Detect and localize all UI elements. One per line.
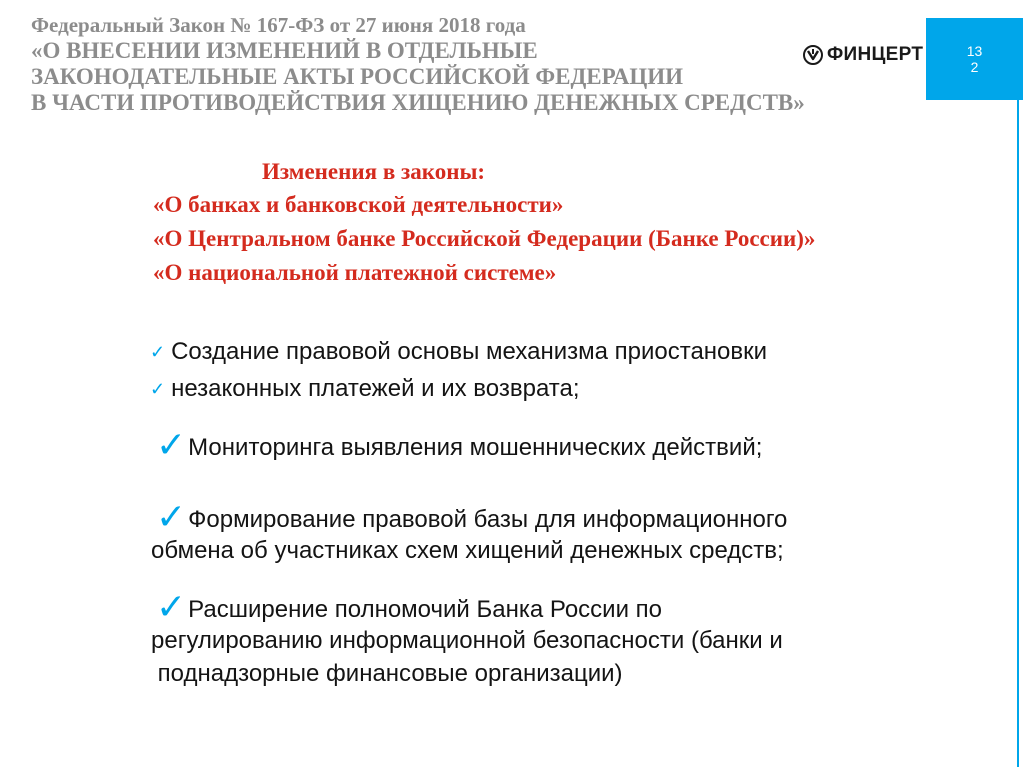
bullet-text-continuation: поднадзорные финансовые организации): [151, 660, 623, 687]
title-line-3: ЗАКОНОДАТЕЛЬНЫЕ АКТЫ РОССИЙСКОЙ ФЕДЕРАЦИИ: [31, 64, 684, 89]
title-line-2: «О ВНЕСЕНИИ ИЗМЕНЕНИЙ В ОТДЕЛЬНЫЕ: [31, 38, 538, 63]
page-number-line-1: 13: [966, 43, 983, 59]
bullet-item: [156, 586, 663, 627]
bullet-text: Создание правовой основы механизма приостановки: [171, 338, 768, 365]
bullet-item: [150, 336, 767, 369]
laws-heading: Изменения в законы:: [262, 159, 486, 184]
slide-title: [31, 12, 924, 116]
bullet-item: [156, 496, 788, 537]
check-icon: ✓: [156, 496, 187, 537]
bullet-item: [156, 424, 763, 465]
check-icon: ✓: [156, 424, 187, 465]
bullet-text: Расширение полномочий Банка России по: [188, 596, 663, 623]
bullet-text-continuation: регулированию информационной безопасности (банки и: [151, 627, 783, 654]
law-item: «О банках и банковской деятельности»: [153, 192, 564, 217]
bullet-text: незаконных платежей и их возврата;: [171, 375, 580, 402]
law-item: «О Центральном банке Российской Федерации (Банке России)»: [153, 226, 816, 251]
logo-text: ФИНЦЕРТ: [827, 44, 924, 65]
fincert-logo: [803, 44, 923, 66]
bullet-text-continuation: обмена об участниках схем хищений денежных средств;: [151, 537, 784, 564]
bullet-text: Мониторинга выявления мошеннических действий;: [188, 434, 763, 461]
page-number-line-2: 2: [970, 59, 979, 75]
check-icon: ✓: [156, 586, 187, 627]
right-accent-rule: [1017, 100, 1019, 767]
check-icon: ✓: [150, 342, 166, 362]
fincert-logo-icon: [803, 45, 823, 65]
title-line-4: В ЧАСТИ ПРОТИВОДЕЙСТВИЯ ХИЩЕНИЮ ДЕНЕЖНЫХ СРЕДСТВ»: [31, 90, 805, 115]
law-item: «О национальной платежной системе»: [153, 260, 557, 285]
page-number-badge: [926, 18, 1023, 100]
title-line-1: Федеральный Закон № 167-ФЗ от 27 июня 2018 года: [31, 13, 526, 37]
check-icon: ✓: [150, 379, 166, 399]
bullet-item: [150, 373, 580, 406]
bullet-text: Формирование правовой базы для информационного: [188, 506, 788, 533]
